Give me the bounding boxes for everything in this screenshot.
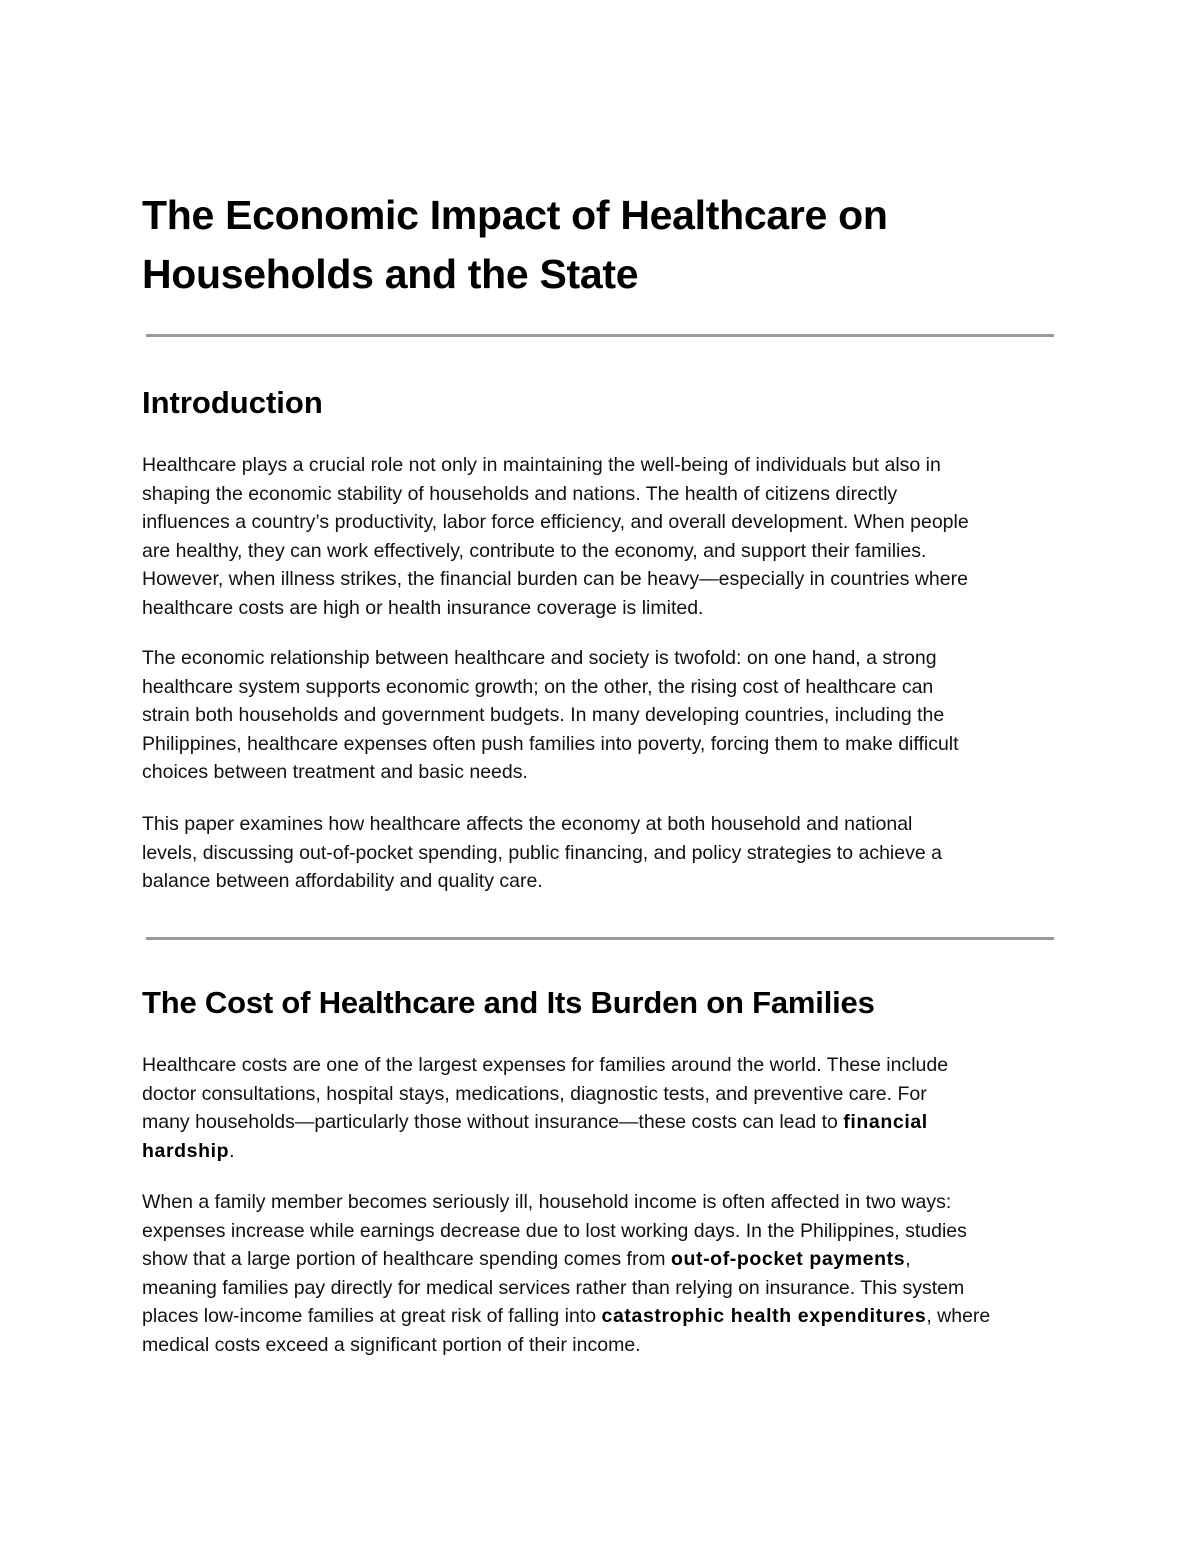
text-line: healthcare costs are high or health insurance coverage is limited.: [142, 596, 704, 619]
text-line: [142, 1245, 1072, 1274]
text-line: influences a country’s productivity, labor force efficiency, and overall development. When people: [142, 511, 969, 534]
title-line: The Economic Impact of Healthcare on: [142, 192, 888, 238]
text-line: doctor consultations, hospital stays, medications, diagnostic tests, and preventive care. For: [142, 1082, 927, 1105]
paragraph: [142, 644, 1072, 787]
paragraph: [142, 451, 1072, 623]
text-segment: show that a large portion of healthcare spending comes from: [142, 1248, 671, 1271]
text-segment: ,: [905, 1248, 911, 1271]
text-line: medical costs exceed a significant portion of their income.: [142, 1333, 641, 1356]
text-line: balance between affordability and quality care.: [142, 870, 543, 893]
text-segment: , where: [926, 1305, 991, 1328]
text-segment: places low-income families at great risk of falling into: [142, 1305, 602, 1328]
document-title: [142, 186, 1062, 304]
text-line: This paper examines how healthcare affects the economy at both household and national: [142, 813, 913, 835]
text-line: expenses increase while earnings decrease due to lost working days. In the Philippines, studies: [142, 1219, 967, 1242]
text-line: [142, 1108, 1072, 1137]
paragraph: [142, 1051, 1072, 1165]
text-line: [142, 1302, 1072, 1331]
bold-term: catastrophic health expenditures: [601, 1305, 927, 1328]
title-line: Households and the State: [142, 251, 639, 297]
text-line: meaning families pay directly for medical services rather than relying on insurance. This system: [142, 1276, 965, 1299]
text-line: levels, discussing out-of-pocket spending, public financing, and policy strategies to achieve a: [142, 841, 942, 864]
paragraph: [142, 1188, 1072, 1360]
text-line: strain both households and government budgets. In many developing countries, including the: [142, 704, 945, 727]
text-line: Healthcare plays a crucial role not only in maintaining the well-being of individuals but also in: [142, 454, 941, 476]
paragraph: [142, 810, 1072, 896]
bold-term: out-of-pocket payments: [670, 1248, 906, 1271]
text-line: shaping the economic stability of households and nations. The health of citizens directly: [142, 482, 898, 505]
section-heading-cost-of-healthcare: The Cost of Healthcare and Its Burden on Families: [142, 985, 875, 1020]
bold-term: hardship: [142, 1139, 230, 1162]
text-line: choices between treatment and basic needs.: [142, 761, 528, 784]
horizontal-divider: [146, 334, 1054, 337]
text-line: healthcare system supports economic growth; on the other, the rising cost of healthcare can: [142, 675, 934, 698]
text-line: are healthy, they can work effectively, contribute to the economy, and support their families.: [142, 539, 927, 562]
text-line: Philippines, healthcare expenses often push families into poverty, forcing them to make difficult: [142, 732, 959, 755]
text-segment: many households—particularly those without insurance—these costs can lead to: [142, 1111, 844, 1134]
text-line: When a family member becomes seriously ill, household income is often affected in two ways:: [142, 1191, 952, 1213]
text-line: Healthcare costs are one of the largest expenses for families around the world. These include: [142, 1054, 949, 1076]
bold-term: financial: [843, 1111, 928, 1134]
text-line: However, when illness strikes, the financial burden can be heavy—especially in countries where: [142, 568, 968, 591]
text-line: [142, 1137, 1072, 1166]
horizontal-divider: [146, 937, 1054, 940]
text-segment: .: [229, 1139, 235, 1162]
text-line: The economic relationship between healthcare and society is twofold: on one hand, a strong: [142, 647, 937, 669]
section-heading-introduction: Introduction: [142, 385, 323, 420]
